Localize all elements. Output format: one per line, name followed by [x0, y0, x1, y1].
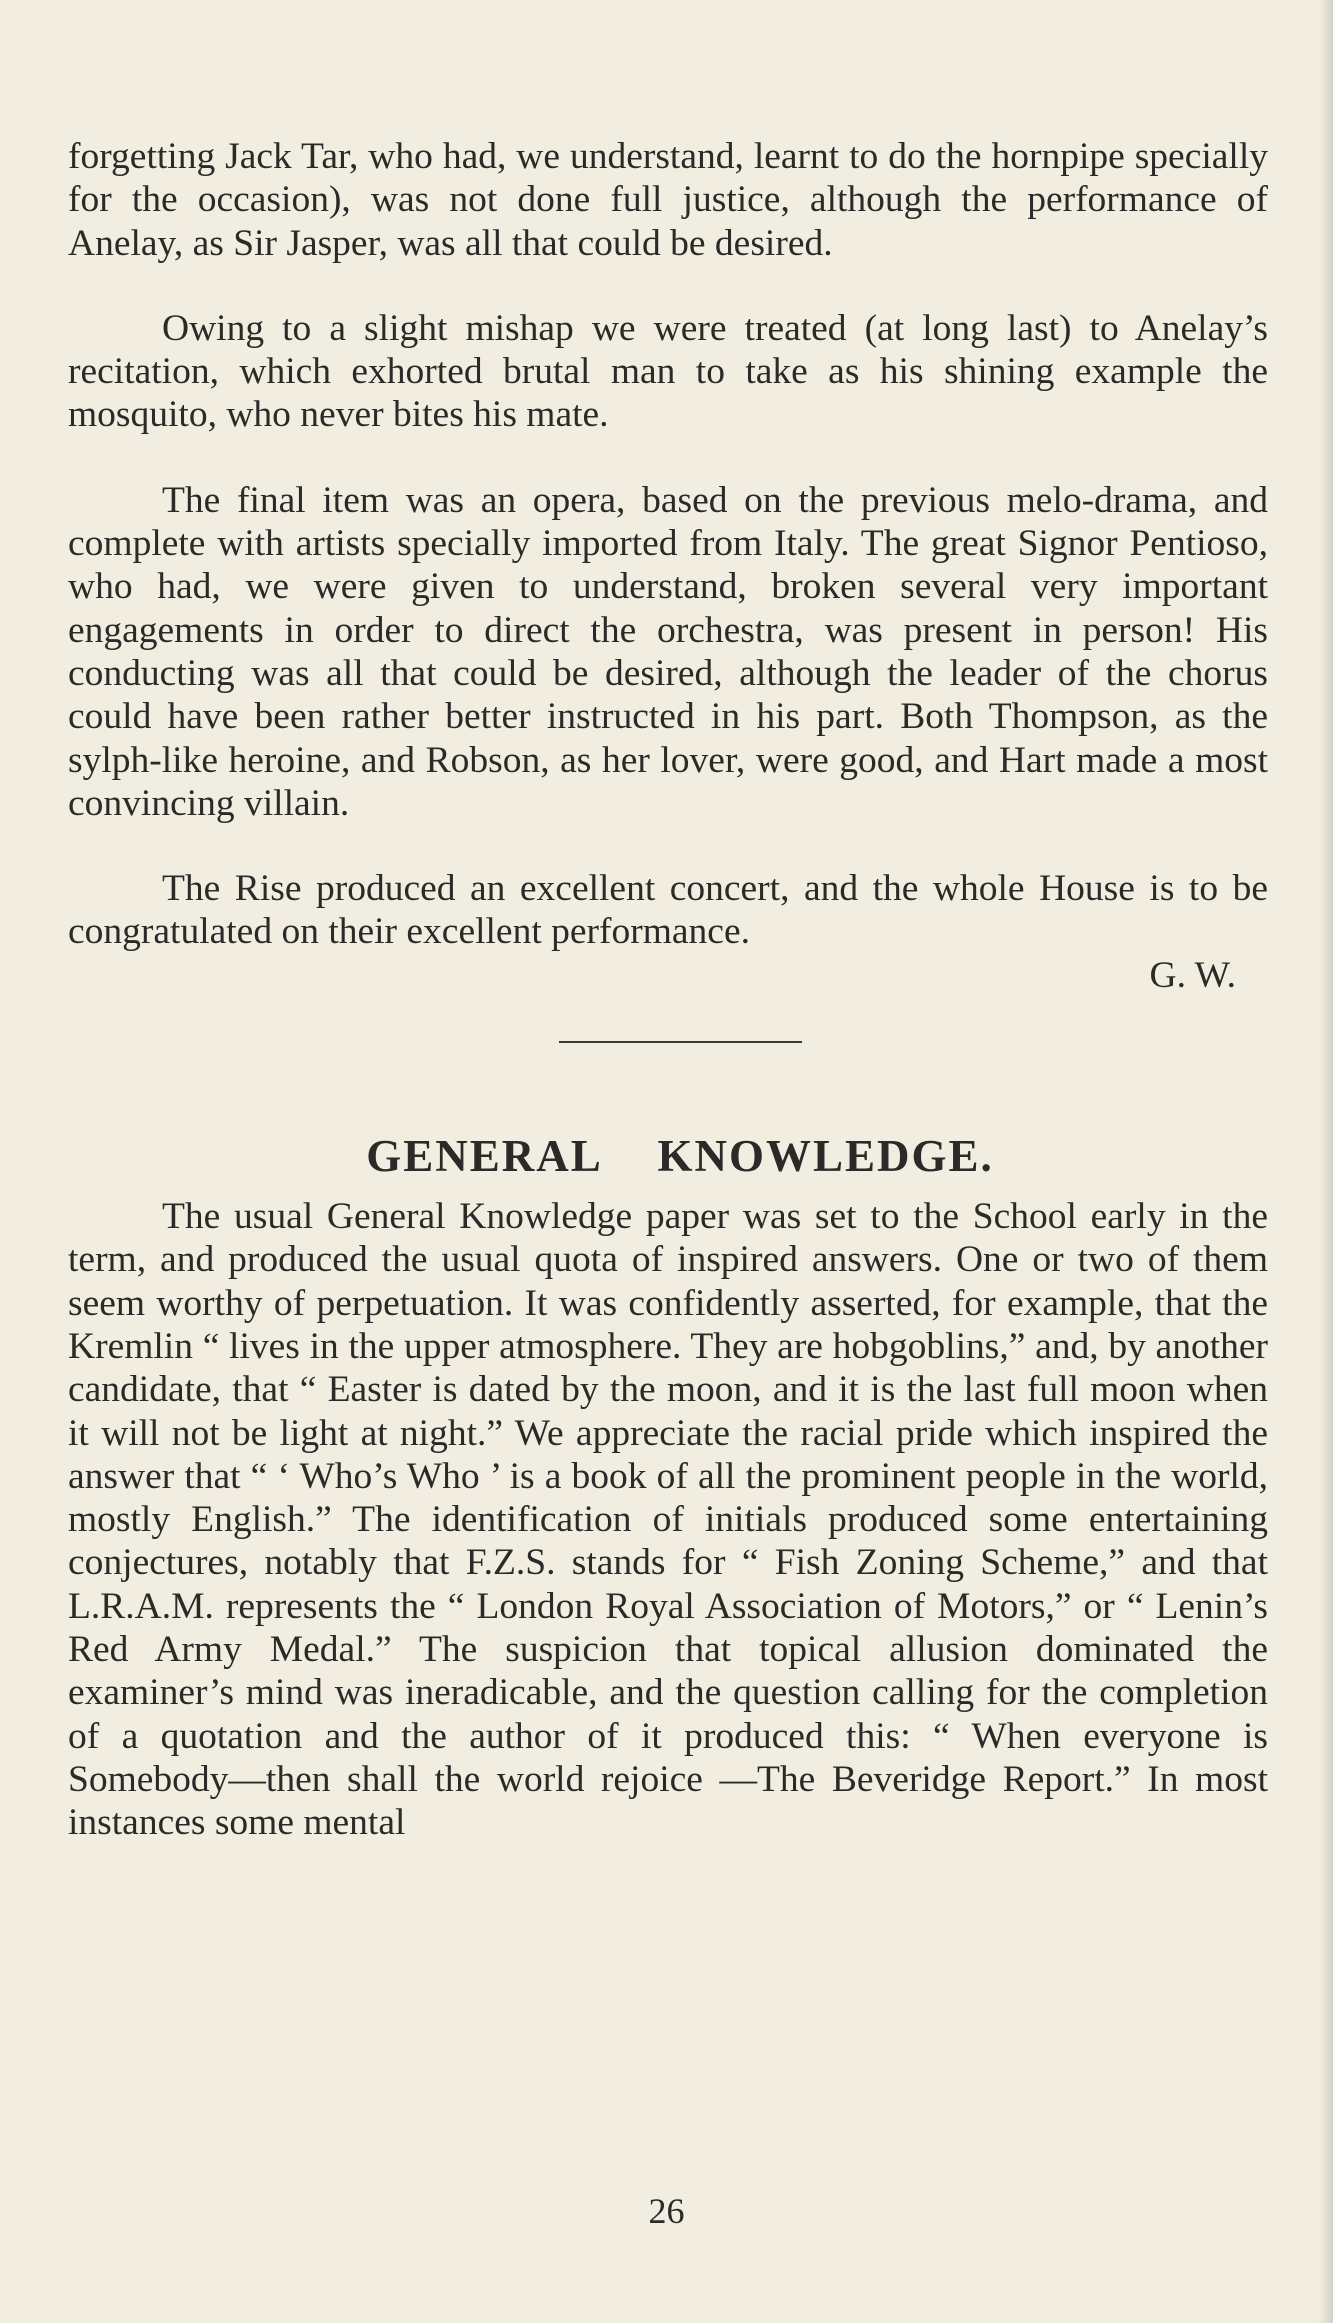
page-number: 26: [648, 2191, 685, 2231]
author-signature: G. W.: [1149, 954, 1236, 996]
paragraph-1: forgetting Jack Tar, who had, we understand, learnt to do the hornpipe specially for the occasion), was not done full justice, although the performance of Anelay, as Sir Jasper, was all that could be desired.: [68, 136, 1268, 264]
paragraph-4: The Rise produced an excellent concert, and the whole House is to be congratulated on their excellent performance.: [68, 868, 1268, 953]
paragraph-3: The final item was an opera, based on the previous melo-drama, and complete with artists specially imported from Italy. The great Signor Pentioso, who had, we were given to understand, broken several very important engagements in order to direct the orchestra, was present in person! His conducting was all that could be desired, although the leader of the chorus could have been rather better instructed in his part. Both Thompson, as the sylph-like heroine, and Robson, as her lover, were good, and Hart made a most convincing villain.: [68, 479, 1268, 824]
section-body: The usual General Knowledge paper was set to the School early in the term, and produced the usual quota of inspired answers. One or two of them seem worthy of perpetuation. It was confidently asserted, for example, that the Kremlin “ lives in the upper atmosphere. They are hobgoblins,” and, by another candidate, that “ Easter is dated by the moon, and it is the last full moon when it will not be light at night.” We appreciate the racial pride which inspired the answer that “ ‘ Who’s Who ’ is a book of all the prominent people in the world, mostly English.” The identification of initials produced some entertaining conjectures, notably that F.Z.S. stands for “ Fish Zoning Scheme,” and that L.R.A.M. represents the “ London Royal Association of Motors,” or “ Lenin’s Red Army Medal.” The suspicion that topical allusion dominated the examiner’s mind was ineradicable, and the question calling for the completion of a quotation and the author of it produced this: “ When everyone is Somebody—then shall the world rejoice —The Beveridge Report.” In most instances some mental: [68, 1196, 1268, 1844]
page-edge-shadow: [1319, 0, 1333, 2323]
paragraph-2: Owing to a slight mishap we were treated (at long last) to Anelay’s recitation, which exhorted brutal man to take as his shining example the mosquito, who never bites his mate.: [68, 307, 1268, 436]
page-content: [68, 135, 1268, 1887]
section-divider: [559, 1041, 802, 1043]
section-title: GENERAL KNOWLEDGE.: [366, 1131, 994, 1182]
